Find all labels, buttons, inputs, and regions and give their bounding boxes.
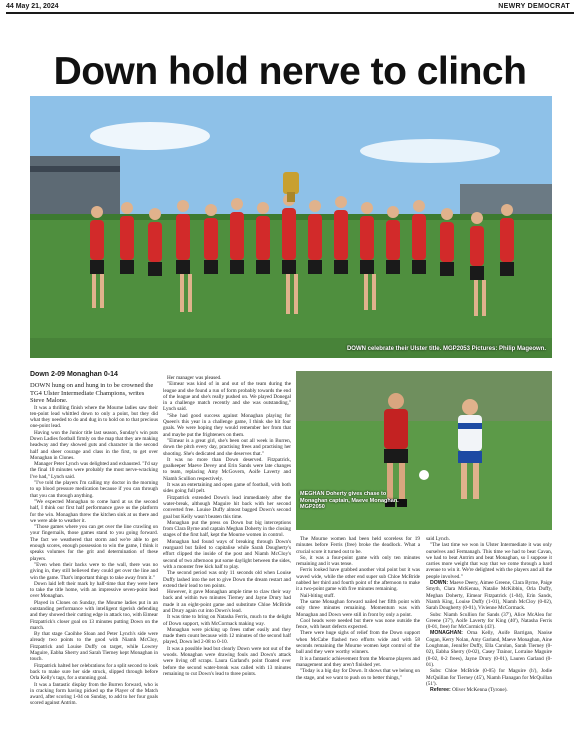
monaghan-team-text: Orna Kelly, Aoife Barrigan, Naoise Cogan, Kerry Nolan, Amy Garland, Maeve Monaghan, Aine Loughman, Jennifer Duffy, Ella Carolan, Sarah Tierney (0-02), Eabha Sherry (0-02), Casey Trainor, Lorraine Maguire (0-02, 0-2 frees), Jayne Drury (0-01), Lauren Garland (0-01). — [426, 630, 552, 668]
paragraph: Monaghan were picking up frees rather easily and they made them count because with 12 minutes of the second half played, Down led 2-08 to 0-10. — [163, 626, 291, 646]
paragraph: said Lynch. — [426, 536, 450, 542]
paragraph: Manager Peter Lynch was delighted and exhausted. "I'd say the final 10 minutes were probably the most nerve-wracking I've had," Lynch said. — [30, 461, 158, 480]
article-column-1 — [30, 370, 158, 737]
newspaper-name: NEWRY DEMOCRAT — [498, 3, 570, 10]
score-line: Down 2-09 Monaghan 0-14 — [30, 371, 118, 378]
paragraph: "Eimear is a great girl, she's been out all week in Burren, down the pitch every day, practising frees and practising her shooting. She's dedicated and she deserves that." — [163, 437, 291, 457]
paragraph: There were huge sighs of relief from the Down support when McCabe flashed two efforts wide and with 58 seconds remaining the Mourne women kept control of the ball and they were worthy winners. — [296, 630, 420, 656]
paragraph: It was time to bring on Natasha Ferris, much to the delight of Down support, with McCormack making way. — [163, 614, 291, 627]
paragraph: Ferris looked have grabbed another vital point but it was waved wide, while the other end super sub Chloe McBride nabbed her third and fourth point of the afternoon to make it a two-point game with five minutes remaining. — [296, 567, 420, 593]
paragraph: The Mourne women had been held scoreless for 19 minutes before Ferris (free) broke the deadlock. What a crucial score it turned out to be. — [296, 536, 420, 555]
headline: Down hold nerve to clinch — [53, 50, 527, 93]
paragraph: The second period was only 11 seconds old when Louise Duffy lashed into the net to give Down the dream restart and extend their lead to ten points. — [163, 570, 291, 589]
paragraph: It was no more than Down deserved. Fitzpatrick, goalkeeper Maeve Devey and Erin Sands were late changes to team, replacing Amy McGovern, Aoife Laverty and Niamh Scullion respectively. — [163, 456, 291, 482]
monaghan-team-list — [426, 630, 552, 668]
down-team-list — [426, 580, 552, 611]
paragraph: Down laid left their mark by half-time that they were here to take the title home, with an impressive seven-point lead over Monaghan. — [30, 580, 158, 600]
page-date: 44 May 21, 2024 — [6, 3, 59, 10]
referee-name: Oliver McKenna (Tyrone). — [452, 687, 508, 694]
paragraph: Played in Clones on Sunday, the Mourne ladies put in an outstanding performance with intelligent tigerish defending and they showed their cutting edge in attack too, with Eimear Fitzpatrick's closer goal on 13 minutes putting Down on the march. — [30, 599, 158, 631]
paragraph: So, it was a four-point game with only ten minutes remaining and it was tense. — [296, 554, 420, 568]
football — [419, 470, 429, 480]
paragraph: "Eimear was kind of in and out of the team during the league and she found a run of form probably towards the end of the league and she's really pushed on. We played Donegal in a challenge match recently and she was outstanding," Lynch said. — [163, 381, 291, 413]
paragraph: By that stage Caoihhe Sloan and Peter Lynch's side were already two points to the good with Niamh McCloy, Fitzpatrick and Louise Duffy on target, while Lowrey Maguire, Eabha Sherry and Sarah Tierney kept Monaghan in touch. — [30, 631, 158, 663]
main-photo-caption: DOWN celebrate their Ulster title. MGP2053 Pictures: Philip Mageown. — [346, 346, 546, 352]
article-column-3 — [296, 536, 420, 737]
referee-line — [426, 687, 552, 693]
down-subs: Subs: Niamh Scullion for Sands (37'), Alice McAlea for Greene (37'), Aoife Laverty for King (40'), Natasha Ferris (0-01, free) for McCormick (43'). — [426, 611, 552, 631]
paragraph: "Even when their backs were to the wall, there was no giving in, they still believed they could get over the line and win the game. That's important things to take away from it." — [30, 561, 158, 581]
page-header — [0, 0, 580, 32]
standfirst: DOWN hung on and hung in to be crowned the TG4 Ulster Intermediate Champions, writes Steve Malone. — [30, 382, 154, 404]
paragraph: It is a fantastic achievement from the Mourne players and management and they aren't finished yet. — [296, 655, 420, 668]
paragraph: "The last time we won in Ulster Intermediate it was only ourselves and Fermanagh. This time we had to beat Cavan, we had to beat Antrim and beat Monaghan, so I suppose it carries more weight that way that we come through a hard avenue to win it. We're delighted with the players and all the people involved." — [426, 542, 552, 580]
paragraph: However, it gave Monaghan ample time to claw their way back and within two minutes Tierney and Jayne Drury had made it an eight-point game and substitute Chloe McBride and Drury again cut into Down's lead. — [163, 589, 291, 614]
paragraph: Her manager was pleased. — [167, 375, 222, 381]
paragraph: Fitzpatrick halted her celebrations for a split second to look back to make sure her side struck, slipped through before Orla Kelly's tags, for a stunning goal. — [30, 662, 158, 682]
inset-photo — [296, 371, 552, 530]
paragraph: Monaghan put the press on Down but big interceptions from Clara Byrne and captain Meghan Doherty in the closing stages of the first half, kept the Mourne women in control. — [163, 519, 291, 539]
monaghan-label: MONAGHAN: — [430, 630, 463, 637]
article-column-2 — [163, 375, 291, 737]
paragraph: "We expected Monaghan to come hard at us the second half, I think our first half performance gave us the platform for the win. Monaghan threw the kitchen sink at us there and we were able to weather it. — [30, 498, 158, 524]
paragraph: "Today is a big day for Down. It shows that we belong on the stage, and we want to push on to better things," — [296, 668, 420, 681]
paragraph: It was a fantastic display from the Burren forward, who is in cracking form having picked up the Player of the Match award, after scoring 1-04 on Sunday, to add to her four goals scored against Antrim. — [30, 681, 158, 707]
paragraph: "I've told the players I'm calling my doctor in the morning to up blood pressure medication because if you can through that you can through anything. — [30, 480, 158, 499]
paragraph: Monaghan had found ways of breaking through Down's rearguard but failed to capitalise while Sarah Dougherty's effort clipped the inside of the post and Niamh McCloy's second of two afternoon put some daylight between the sides, with a monster free kick half to play. — [163, 538, 291, 570]
paragraph: It was a possible lead but clearly Down were not out of the woods. Monaghan were drawing fouls and Down's attack were living off scraps. Laura Garland's point floated over before the second water-break was called with 13 minutes remaining to cut Down's lead to three points. — [163, 645, 291, 677]
paragraph: "Those games where you can get over the line crawling on your fingernails, those games stand to you going forward. The fact we weathered that storm and we're able to get enough scores, enough possession to win the game, I think it speaks volumes for the grit and determination of these players. — [30, 524, 158, 562]
paragraph: Cool heads were needed but there was none outside the fence, with heart defects expected. — [296, 617, 420, 631]
celebration-illustration — [30, 96, 552, 358]
header-rule — [6, 12, 574, 14]
monaghan-subs: Subs: Chloe McBride (0-05) for Maguire (h'), Jodie McQuillan for Tierney (45'), Niamh Flanagan for McQuillan (51'). — [426, 668, 552, 687]
paragraph: "She had good success against Monaghan playing for Queen's this year in a challenge game, I think she hit four goals. We were hoping they would remember her from that and maybe put the frighteners on them. — [163, 412, 291, 438]
article-column-4 — [426, 536, 552, 737]
main-photo — [30, 96, 552, 358]
paragraph: The same Monaghan forward nailed her fifth point with only three minutes remaining. Momentum was with Monaghan and Down were still in front by only a point. — [296, 598, 420, 618]
paragraph: Fitzpatrick extended Down's lead immediately after the water-break, although Maguire hit back with her second converted free. Louise Duffy almost bagged Down's second goal but Kelly wasn't beaten this time. — [163, 494, 291, 520]
down-team-text: Maeve Deery, Aimee Greene, Clara Byrne, Paige Smyth, Clara McKenna, Natalie McKibbin, Orla Duffy, Meghan Doherty, Eimear Fitzpatrick (1-04), Erin Sands, Niamh King, Louise Duffy (1-01), Niamh McCloy (0-02), Sarah Dougherty (0-01), Vivienne McCormack. — [426, 580, 552, 612]
paragraph: Nail-biting stuff. — [300, 592, 335, 599]
inset-photo-caption: MEGHAN Doherty gives chase to Monaghan captain, Maeve Monaghan. MGP2050 — [300, 491, 399, 510]
referee-label: Referee: — [430, 687, 451, 694]
paragraph: It was an entertaining and open game of football, with both sides going full pelt. — [163, 482, 291, 495]
down-label: DOWN: — [430, 580, 449, 587]
paragraph: Having won the Junior title last season, Sunday's win puts Down Ladies football firmly on the map that they are making headway and they showed guts and character in the second half and sheer courage and class in the first, to get over Monaghan in Clones. — [30, 429, 158, 461]
paragraph: It was a thrilling finish where the Mourne ladies saw their ten-point lead whittled down to only a point, but they did what they needed to do and dug in to hold on to that precious one-point lead. — [30, 404, 158, 430]
